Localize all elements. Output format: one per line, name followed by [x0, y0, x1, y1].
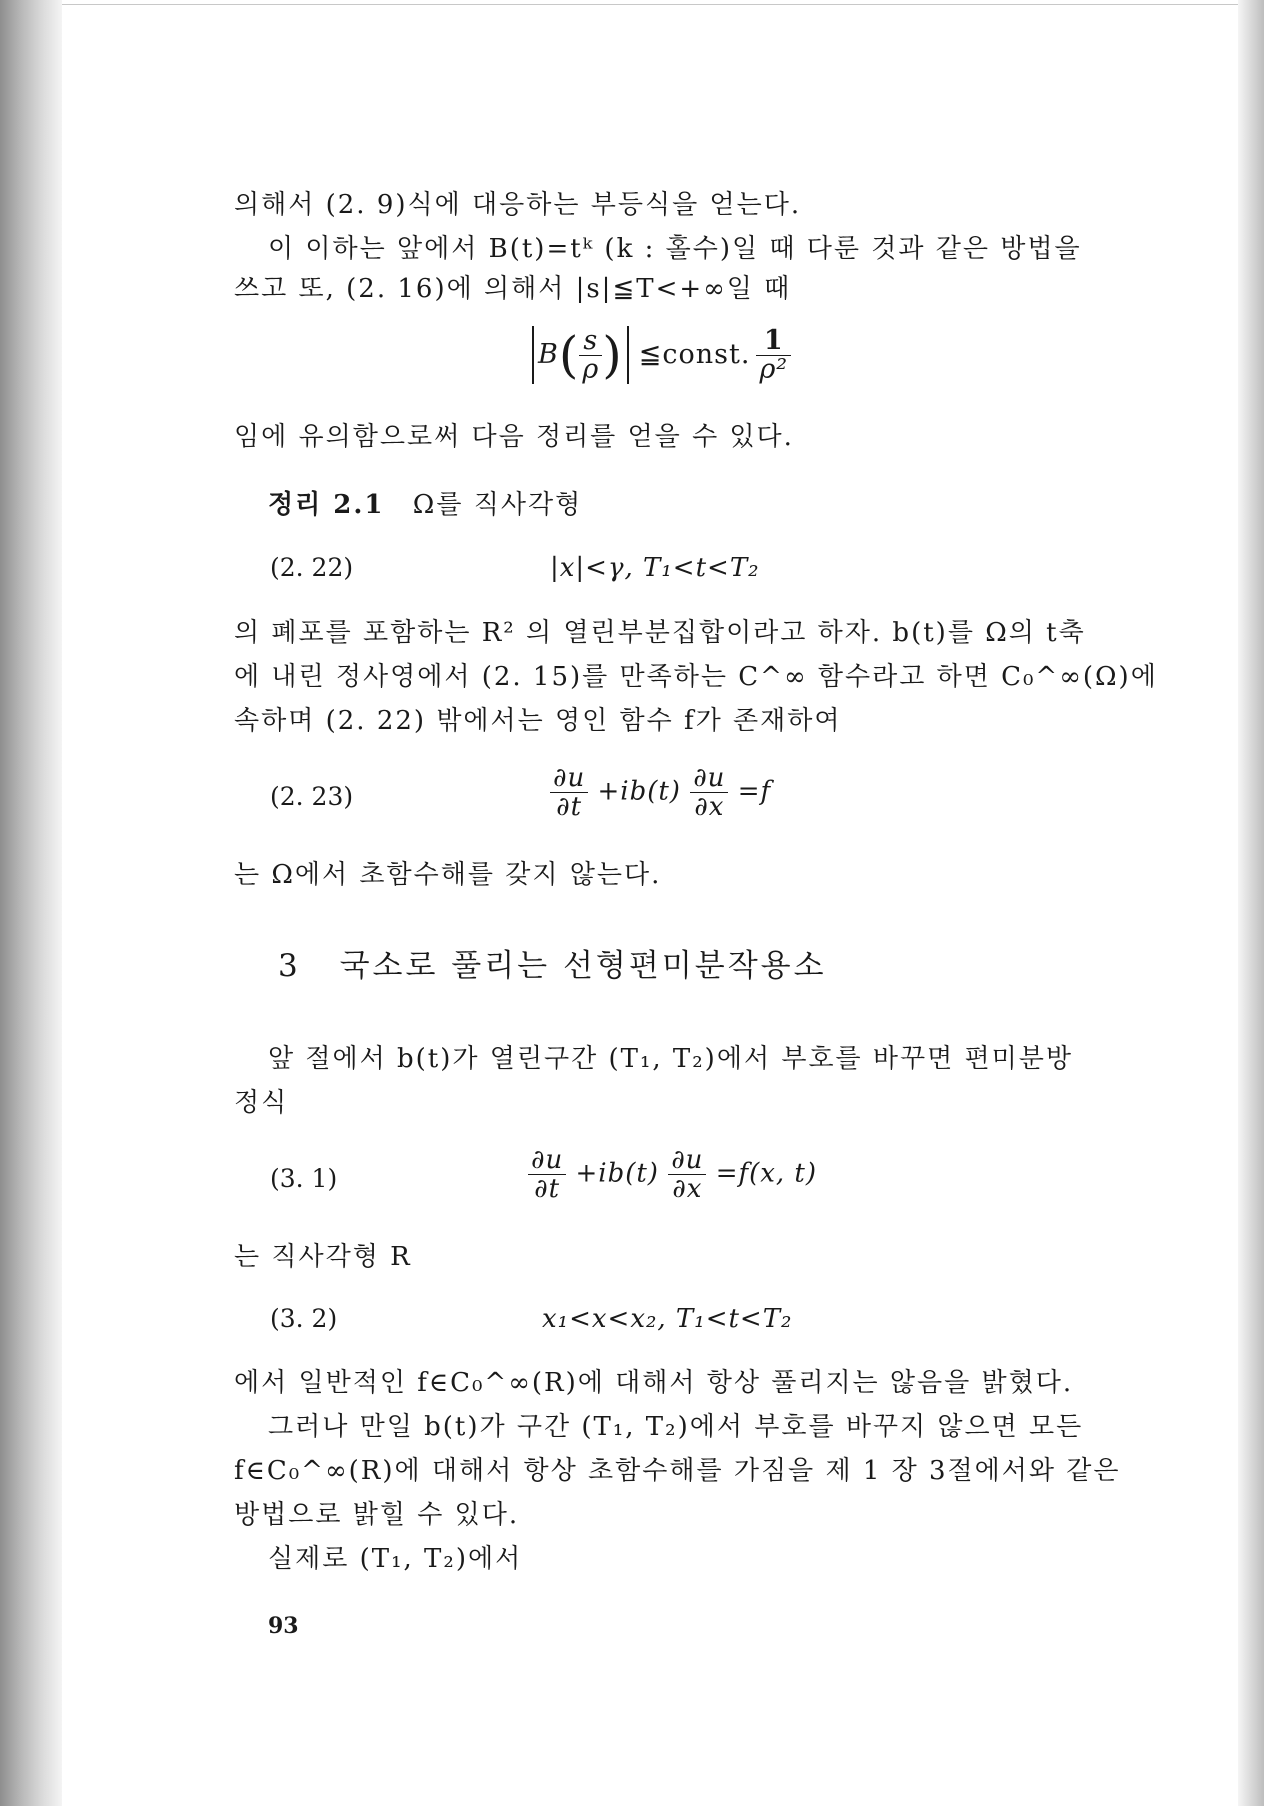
text-line-1: 의해서 (2. 9)식에 대응하는 부등식을 얻는다.: [234, 190, 802, 220]
eq223-du-dx: [690, 764, 728, 821]
text-line-6: 에 내린 정사영에서 (2. 15)를 만족하는 C^∞ 함수라고 하면 C₀^∞(Ω)에: [234, 662, 1158, 692]
equation-3-1: [528, 1146, 817, 1203]
bound-frac-den: ρ²: [759, 353, 789, 385]
theorem-label: 정리 2.1: [268, 490, 385, 520]
theorem-heading: [268, 488, 582, 522]
abs-bar-right: [627, 326, 629, 384]
bound-B: B: [538, 339, 559, 370]
equation-3-2: x₁<x<x₂, T₁<t<T₂: [542, 1304, 793, 1334]
bound-num: s: [579, 327, 602, 356]
bound-frac-num: 1: [756, 327, 791, 356]
eq31-du-dt: [528, 1146, 566, 1203]
text-line-14: f∈C₀^∞(R)에 대해서 항상 초함수해를 가짐을 제 1 장 3절에서와 같은: [234, 1456, 1121, 1486]
eq-number-3-1: (3. 1): [270, 1164, 338, 1193]
eq223-rhs-num: ∂u: [690, 764, 728, 793]
text-line-3: 쓰고 또, (2. 16)에 의해서 |s|≦T<+∞일 때: [234, 274, 792, 304]
eq31-mid: +ib(t): [575, 1158, 659, 1189]
text-line-12: 에서 일반적인 f∈C₀^∞(R)에 대해서 항상 풀리지는 않음을 밝혔다.: [234, 1368, 1074, 1398]
eq31-lhs-num: ∂u: [528, 1146, 566, 1175]
text-line-5: 의 폐포를 포함하는 R² 의 열린부분집합이라고 하자. b(t)를 Ω의 t축: [234, 618, 1086, 648]
text-line-10: 정식: [234, 1088, 289, 1118]
section-title: 국소로 풀리는 선형편미분작용소: [339, 948, 827, 984]
bound-inequality: [528, 326, 791, 393]
text-line-7: 속하며 (2. 22) 밖에서는 영인 함수 f가 존재하여: [234, 706, 842, 736]
eq-number-3-2: (3. 2): [270, 1304, 338, 1333]
text-line-4: 임에 유의함으로써 다음 정리를 얻을 수 있다.: [234, 422, 794, 452]
eq223-lhs-num: ∂u: [550, 764, 588, 793]
bound-relation: ≦const.: [638, 339, 751, 370]
text-line-8: 는 Ω에서 초함수해를 갖지 않는다.: [234, 860, 662, 890]
bound-fraction: [756, 324, 791, 385]
equation-2-22: |x|<γ, T₁<t<T₂: [550, 553, 760, 583]
section-number: 3: [278, 948, 301, 984]
theorem-text: Ω를 직사각형: [412, 490, 583, 520]
bound-s-over-rho: [579, 324, 602, 385]
eq31-du-dx: [668, 1146, 706, 1203]
paren-open: (: [558, 326, 580, 384]
page-number: 93: [268, 1613, 299, 1639]
text-line-2: 이 이하는 앞에서 B(t)=tᵏ (k : 홀수)일 때 다룬 것과 같은 방법을: [268, 234, 1082, 264]
eq223-mid: +ib(t): [597, 776, 681, 807]
bound-den: ρ: [582, 353, 600, 385]
eq-number-2-22: (2. 22): [270, 553, 354, 582]
text-line-11: 는 직사각형 R: [234, 1242, 412, 1272]
eq-number-2-23: (2. 23): [270, 782, 354, 811]
eq31-lhs-den: ∂t: [534, 1174, 561, 1204]
eq223-end: =f: [737, 776, 772, 807]
abs-bar-left: [532, 326, 534, 384]
eq223-lhs-den: ∂t: [556, 792, 583, 822]
text-line-9: 앞 절에서 b(t)가 열린구간 (T₁, T₂)에서 부호를 바꾸면 편미분방: [268, 1044, 1074, 1074]
eq31-rhs-num: ∂u: [668, 1146, 706, 1175]
section-heading: [278, 946, 827, 986]
eq31-rhs-den: ∂x: [672, 1174, 703, 1204]
text-line-16: 실제로 (T₁, T₂)에서: [268, 1544, 523, 1574]
eq223-du-dt: [550, 764, 588, 821]
paren-close: ): [602, 326, 623, 384]
eq223-rhs-den: ∂x: [694, 792, 725, 822]
text-line-13: 그러나 만일 b(t)가 구간 (T₁, T₂)에서 부호를 바꾸지 않으면 모든: [268, 1412, 1084, 1442]
text-line-15: 방법으로 밝힐 수 있다.: [234, 1500, 520, 1530]
eq31-end: =f(x, t): [715, 1158, 818, 1189]
equation-2-23: [550, 764, 771, 821]
